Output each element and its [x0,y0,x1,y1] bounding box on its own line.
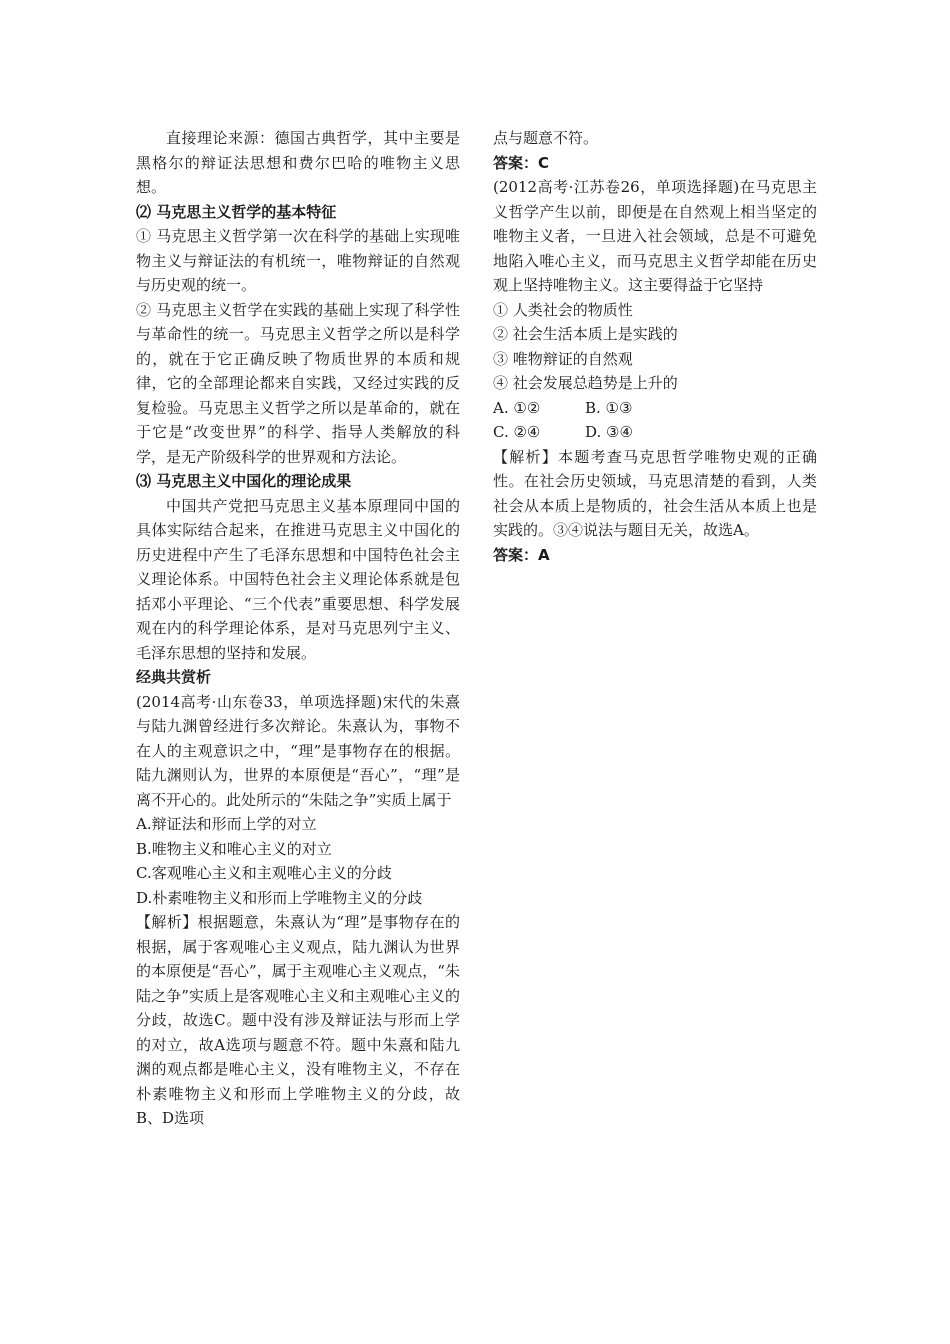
question-2-answer: 答案：A [493,545,550,564]
classic-analysis-heading: 经典共赏析 [136,668,212,686]
question-2-item-1: ① 人类社会的物质性 [493,300,633,319]
question-2-option-a: A. ①② [493,398,541,417]
sinicization-heading: ⑶ 马克思主义中国化的理论成果 [136,472,352,490]
question-2-stem: (2012高考·江苏卷26，单项选择题)在马克思主义哲学产生以前，即便是在自然观上相当坚定的唯物主义者，一旦进入社会领域，总是不可避免地陷入唯心主义，而马克思主义哲学却能在历史观上坚持唯物主义。这主要得益于它坚持 [493,178,817,294]
question-2-item-4: ④ 社会发展总趋势是上升的 [493,374,678,392]
feature-1-paragraph: ① 马克思主义哲学第一次在科学的基础上实现唯物主义与辩证法的有机统一，唯物辩证的自然观与历史观的统一。 [136,227,460,294]
question-2-item-2: ② 社会生活本质上是实践的 [493,325,678,343]
question-2-options-row-2 [493,420,817,445]
right-column [493,126,817,567]
question-1-option-d: D.朴素唯物主义和形而上学唯物主义的分歧 [136,888,423,907]
question-1-answer: 答案：C [493,153,550,172]
direct-source-paragraph: 直接理论来源：德国古典哲学，其中主要是黑格尔的辩证法思想和费尔巴哈的唯物主义思想。 [136,129,460,196]
feature-2-paragraph: ② 马克思主义哲学在实践的基础上实现了科学性与革命性的统一。马克思主义哲学之所以是科学的，就在于它正确反映了物质世界的本质和规律，它的全部理论都来自实践，又经过实践的反复检验。马克思主义哲学之所以是革命的，就在于它是“改变世界”的科学、指导人类解放的科学，是无产阶级科学的世界观和方法论。 [136,300,460,466]
features-heading: ⑵ 马克思主义哲学的基本特征 [136,202,337,221]
sinicization-paragraph: 中国共产党把马克思主义基本原理同中国的具体实际结合起来，在推进马克思主义中国化的历史进程中产生了毛泽东思想和中国特色社会主义理论体系。中国特色社会主义理论体系就是包括邓小平理论、“三个代表”重要思想、科学发展观在内的科学理论体系，是对马克思列宁主义、毛泽东思想的坚持和发展。 [136,496,460,662]
question-1-option-b: B.唯物主义和唯心主义的对立 [136,839,332,858]
question-2-option-c: C. ②④ [493,423,541,441]
question-2-analysis: 【解析】本题考查马克思哲学唯物史观的正确性。在社会历史领域，马克思清楚的看到，人类社会从本质上是物质的，社会生活从本质上也是实践的。③④说法与题目无关，故选A。 [493,447,817,539]
question-2-option-d: D. ③④ [585,423,633,441]
question-1-analysis: 【解析】根据题意，朱熹认为“理”是事物存在的根据，属于客观唯心主义观点，陆九渊认为世界的本原便是“吾心”，属于主观唯心主义观点，“朱陆之争”实质上是客观唯心主义和主观唯心主义的分歧，故选C。题中没有涉及辩证法与形而上学的对立，故A选项与题意不符。题中朱熹和陆九渊的观点都是唯心主义，没有唯物主义，不存在朴素唯物主义和形而上学唯物主义的分歧，故B、D选项 [136,913,460,1127]
question-1-analysis-continued: 点与题意不符。 [493,129,599,147]
question-1-option-a: A.辩证法和形而上学的对立 [136,815,317,833]
question-2-item-3: ③ 唯物辩证的自然观 [493,349,633,368]
question-1-option-c: C.客观唯心主义和主观唯心主义的分歧 [136,864,392,882]
left-column [136,126,460,1131]
question-2-option-b: B. ①③ [585,398,633,417]
question-2-options-row-1 [493,396,817,421]
question-1-stem: (2014高考·山东卷33，单项选择题)宋代的朱熹与陆九渊曾经进行多次辩论。朱熹认为，事物不在人的主观意识之中，“理”是事物存在的根据。陆九渊则认为，世界的本原便是“吾心”，“理”是离不开心的。此处所示的“朱陆之争”实质上属于 [136,692,460,809]
